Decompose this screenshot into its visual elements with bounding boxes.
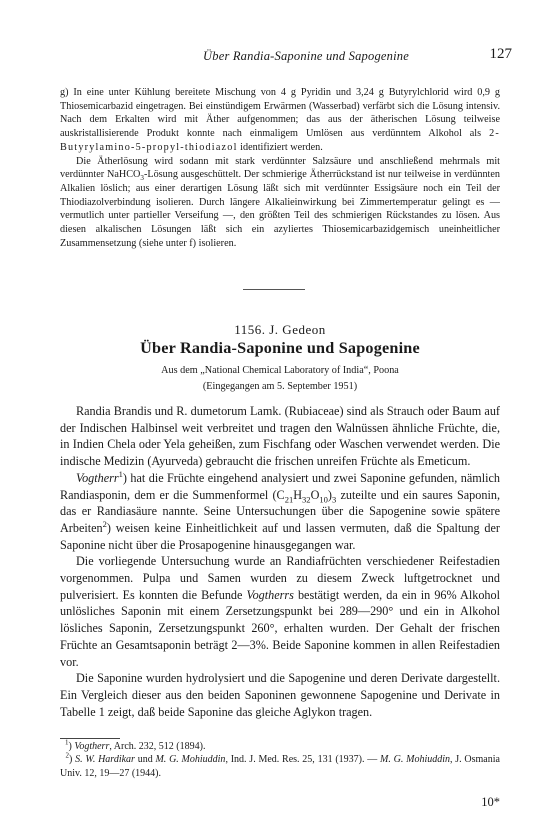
running-head-title: Über Randia-Saponine und Sapogenine	[203, 49, 409, 63]
footnote-rule	[60, 738, 120, 739]
preceding-experimental-text	[60, 86, 500, 250]
signature-mark: 10*	[481, 795, 500, 809]
section-divider	[243, 289, 305, 290]
running-head	[60, 46, 512, 69]
article-title: Über Randia-Saponine und Sapogenine	[140, 339, 420, 357]
article-affiliation: Aus dem „National Chemical Laboratory of India“, Poona	[161, 365, 399, 376]
body-paragraph: Vogtherr$^1$) hat die Früchte eingehend analysiert und zwei Saponine gefunden, nämlich Randiasponin, dem er die Summenformel $(C_{21}H_{32}O_{10})_3$ zuteilte und ein saures Saponin, das er Randiasäure nannte. Seine Untersuchungen über die Sapogenine sowie spätere Arbeiten$^2$) weisen keine Einheitlichkeit auf und lassen vermuten, daß die Spaltung der Saponine nicht über die Prosapogenine hinausgegangen war.	[60, 468, 500, 552]
author-name: Vogtherr	[76, 470, 119, 485]
footnote-ref: 1	[118, 468, 123, 479]
footnote: $^1$) Vogtherr, Arch. 232, 512 (1894).	[65, 738, 206, 752]
author-name: Vogtherrs	[246, 587, 294, 602]
compound-name: 2-Butyrylamino-5-propyl-thiodiazol	[60, 128, 500, 153]
body-paragraph: Die vorliegende Untersuchung wurde an Randiafrüchten verschiedener Reifestadien vorgenommen. Pulpa und Samen wurden zu diesem Zweck luftgetrocknet und pulverisiert. Es konnten die Befunde Vogtherrs bestätigt werden, da ein in 96% Alkohol unlösliches Saponin mit einem Zersetzungspunkt bei 289—290° und ein in Alkohol lösliches Saponin, Zersetzungspunkt 260°, erhalten wurden. Der Gehalt der frischen Früchte an Gesamtsaponin beträgt 2—3%. Beide Saponine kommen in allen Reifestadien vor.	[60, 554, 500, 669]
article-author: 1156. J. Gedeon	[234, 322, 326, 337]
article-received-date: (Eingegangen am 5. September 1951)	[202, 381, 358, 392]
footnotes	[60, 740, 500, 780]
body-paragraph: Randia Brandis und R. dumetorum Lamk. (Rubiaceae) sind als Strauch oder Baum auf der Indischen Halbinsel weit verbreitet und tragen den Walnüssen ähnliche Früchte, die, in Indien Chela oder Yela geheißen, zum Fischfang oder Waschen verwendet werden. Die indische Medizin (Ayurveda) gebraucht die frischen unreifen Früchte als Emeticum.	[60, 404, 500, 469]
body-paragraph: Die Saponine wurden hydrolysiert und die Sapogenine und deren Derivate dargestellt. Ein Vergleich dieser aus den beiden Saponinen gewonnene Sapogenine und Derivate in Tabelle 1 zeigt, daß beide Saponine das gleiche Aglykon tragen.	[60, 671, 500, 719]
article-body	[60, 403, 500, 720]
paragraph-ether-solution: Die Ätherlösung wird sodann mit stark verdünnter Salzsäure und anschließend mehrmals mit verdünnter NaHCO$_3$-Lösung ausgeschüttelt. Der schmierige Ätherrückstand ist nur teilweise in verdünnten Alkalien löslich; aus einer derartigen Lösung läßt sich mit verdünnter Essigsäure noch ein Teil der Thiodiazolverbindung isolieren. Durch längere Alkalieinwirkung bei Zimmertemperatur gelingt es — vermutlich unter partieller Verseifung —, den größten Teil des schmierigen Rückstandes zu lösen. Aus diesen alkalischen Lösungen läßt sich ein azyliertes Thiosemicarbazidgemisch uneinheitlicher Zusammensetzung (siehe unter f) isolieren.	[60, 155, 501, 249]
footnote: $^2$) S. W. Hardikar und M. G. Mohiuddin, Ind. J. Med. Res. 25, 131 (1937). — M. G. Mohiuddin, J. Osmania Univ. 12, 19—27 (1944).	[60, 752, 500, 779]
paragraph-g: g) In eine unter Kühlung bereitete Mischung von 4 g Pyridin und 3,24 g Butyrylchlorid wird 0,9 g Thiosemicarbazid eingetragen. Bei einstündigem Erwärmen (Wasserbad) verfärbt sich die Lösung intensiv. Nach dem Erkalten wird mit Äther aufgenommen; das aus der ätherischen Lösung teilweise auskristallisierende Produkt konnte nach einmaligem Umlösen aus verdünntem Alkohol als 2-Butyrylamino-5-propyl-thiodiazol identifiziert werden.	[60, 87, 500, 153]
page-number: 127	[489, 46, 512, 62]
footnote-ref: 2	[102, 518, 107, 529]
